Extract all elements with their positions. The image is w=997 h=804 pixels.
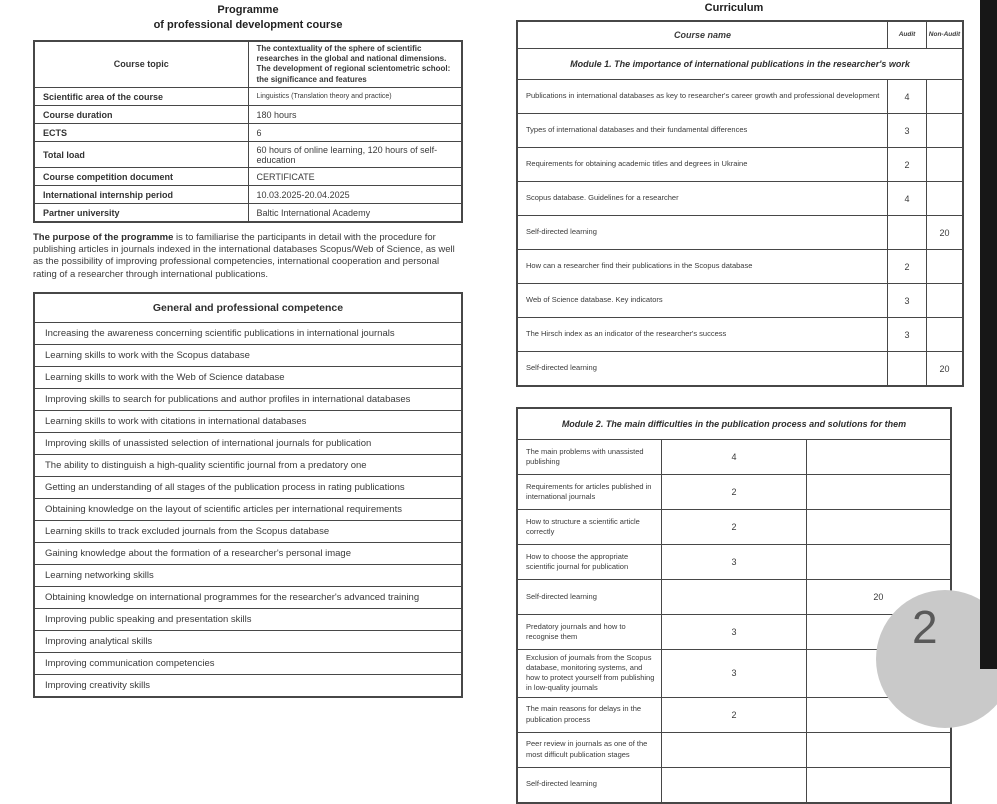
non-audit-cell [806,510,951,545]
non-audit-cell [806,767,951,803]
non-audit-cell [927,284,964,318]
curriculum-row [517,284,963,318]
course-name-cell: Types of international databases and their fundamental differences [517,114,888,148]
curriculum-row [517,216,963,250]
competence-row [34,411,462,433]
course-info-table [33,40,463,223]
competence-item: Getting an understanding of all stages of the publication process in rating publications [34,477,462,499]
competence-row [34,455,462,477]
info-label: ECTS [34,124,248,142]
competence-row [34,609,462,631]
audit-cell [888,216,927,250]
info-row [34,204,462,222]
module2-heading: Module 2. The main difficulties in the publication process and solutions for them [517,408,951,440]
audit-cell: 2 [888,250,927,284]
info-row [34,88,462,106]
audit-cell: 3 [662,545,807,580]
competence-table [33,292,463,698]
purpose-lead: The purpose of the programme [33,231,174,243]
info-label: Total load [34,142,248,168]
competence-item: The ability to distinguish a high-quality scientific journal from a predatory one [34,455,462,477]
non-audit-cell [806,732,951,767]
curriculum-row [517,182,963,216]
column-course-name: Course name [517,21,888,49]
non-audit-cell [927,114,964,148]
non-audit-cell [806,475,951,510]
info-value: 180 hours [248,106,462,124]
audit-cell: 4 [888,182,927,216]
competence-item: Obtaining knowledge on international programmes for the researcher's advanced training [34,587,462,609]
info-value: The contextuality of the sphere of scientific researches in the global and national dimensions. The development of regional scientometric school: the significance and features [248,41,462,88]
curriculum-row [517,580,951,615]
course-name-cell: The Hirsch index as an indicator of the researcher's success [517,318,888,352]
info-row [34,168,462,186]
audit-cell: 3 [888,114,927,148]
competence-body [34,323,462,698]
curriculum-row [517,352,963,387]
info-value: Linguistics (Translation theory and practice) [248,88,462,106]
page-number: 2 [912,601,938,653]
competence-item: Improving skills to search for publications and author profiles in international databases [34,389,462,411]
non-audit-cell: 20 [927,216,964,250]
column-non-audit: Non-Audit [927,21,964,49]
competence-row [34,477,462,499]
competence-row [34,521,462,543]
competence-row [34,499,462,521]
curriculum-row [517,732,951,767]
info-row [34,124,462,142]
course-name-cell: Web of Science database. Key indicators [517,284,888,318]
competence-row [34,433,462,455]
non-audit-cell [806,545,951,580]
programme-title [33,3,463,33]
curriculum-table-module2 [516,407,952,804]
audit-cell [888,352,927,387]
audit-cell: 3 [662,650,807,698]
info-label: Course topic [34,41,248,88]
course-name-cell: The main problems with unassisted publishing [517,440,662,475]
competence-item: Improving communication competencies [34,653,462,675]
competence-row [34,587,462,609]
competence-row [34,675,462,698]
audit-cell: 2 [662,510,807,545]
course-name-cell: Requirements for obtaining academic titles and degrees in Ukraine [517,148,888,182]
curriculum-row [517,510,951,545]
audit-cell: 4 [662,440,807,475]
curriculum-row [517,767,951,803]
competence-row [34,345,462,367]
competence-item: Learning skills to work with the Scopus database [34,345,462,367]
curriculum-title: Curriculum [704,2,764,14]
curriculum-header-row [517,21,963,49]
info-value: 10.03.2025-20.04.2025 [248,186,462,204]
info-value: CERTIFICATE [248,168,462,186]
curriculum-row [517,148,963,182]
course-name-cell: Self-directed learning [517,767,662,803]
non-audit-cell [927,148,964,182]
competence-item: Learning networking skills [34,565,462,587]
competence-row [34,367,462,389]
info-value: 6 [248,124,462,142]
info-row [34,142,462,168]
competence-row [34,631,462,653]
curriculum-row [517,545,951,580]
course-name-cell: The main reasons for delays in the publication process [517,697,662,732]
programme-title-line1: Programme [217,4,279,16]
competence-item: Increasing the awareness concerning scientific publications in international journals [34,323,462,345]
competence-item: Improving public speaking and presentation skills [34,609,462,631]
non-audit-cell: 20 [927,352,964,387]
module2-heading-row [517,408,951,440]
curriculum-row [517,697,951,732]
competence-item: Learning skills to work with citations in international databases [34,411,462,433]
competence-item: Learning skills to track excluded journals from the Scopus database [34,521,462,543]
audit-cell: 2 [662,475,807,510]
course-name-cell: Peer review in journals as one of the most difficult publication stages [517,732,662,767]
competence-row [34,653,462,675]
competence-row [34,323,462,345]
competence-header: General and professional competence [34,293,462,323]
curriculum-row [517,440,951,475]
info-label: Course duration [34,106,248,124]
audit-cell [662,732,807,767]
screen-edge-bar [980,0,997,669]
programme-panel [33,3,463,698]
purpose-rest: is to familiarise the participants in detail with the procedure for publishing articles in journals indexed in the international databases Scopus/Web of Science, as well as the possibility of improving professional competencies, international cooperation and personal rating of a researcher through international publications. [33,231,455,280]
course-name-cell: Self-directed learning [517,580,662,615]
competence-item: Improving skills of unassisted selection of international journals for publication [34,433,462,455]
info-row [34,186,462,204]
audit-cell [662,767,807,803]
curriculum-table-module1 [516,20,964,387]
info-label: International internship period [34,186,248,204]
curriculum-row [517,250,963,284]
info-row [34,41,462,88]
info-label: Course competition document [34,168,248,186]
curriculum-row [517,114,963,148]
course-name-cell: Requirements for articles published in international journals [517,475,662,510]
module1-body [517,80,963,387]
non-audit-cell: 20 [806,580,951,615]
curriculum-row [517,80,963,114]
competence-item: Improving analytical skills [34,631,462,653]
course-name-cell: Scopus database. Guidelines for a researcher [517,182,888,216]
info-value: Baltic International Academy [248,204,462,222]
competence-row [34,565,462,587]
course-name-cell: How to choose the appropriate scientific journal for publication [517,545,662,580]
competence-row [34,543,462,565]
non-audit-cell [927,182,964,216]
info-value: 60 hours of online learning, 120 hours of self-education [248,142,462,168]
course-info-body [34,41,462,222]
competence-item: Learning skills to work with the Web of Science database [34,367,462,389]
course-name-cell: Exclusion of journals from the Scopus database, monitoring systems, and how to protect yourself from publishing in low-quality journals [517,650,662,698]
info-label: Partner university [34,204,248,222]
module1-heading: Module 1. The importance of international publications in the researcher's work [517,49,963,80]
course-name-cell: How can a researcher find their publications in the Scopus database [517,250,888,284]
course-name-cell: How to structure a scientific article correctly [517,510,662,545]
course-name-cell: Self-directed learning [517,352,888,387]
non-audit-cell [927,250,964,284]
programme-title-line2: of professional development course [153,18,343,31]
competence-item: Improving creativity skills [34,675,462,698]
audit-cell: 3 [662,615,807,650]
module1-heading-row [517,49,963,80]
competence-header-row [34,293,462,323]
non-audit-cell [927,318,964,352]
curriculum-row [517,318,963,352]
column-audit: Audit [888,21,927,49]
audit-cell [662,580,807,615]
audit-cell: 2 [888,148,927,182]
course-name-cell: Self-directed learning [517,216,888,250]
audit-cell: 3 [888,318,927,352]
audit-cell: 3 [888,284,927,318]
info-row [34,106,462,124]
non-audit-cell [927,80,964,114]
competence-item: Obtaining knowledge on the layout of scientific articles per international requirements [34,499,462,521]
audit-cell: 4 [888,80,927,114]
course-name-cell: Publications in international databases as key to researcher's career growth and professional development [517,80,888,114]
competence-item: Gaining knowledge about the formation of a researcher's personal image [34,543,462,565]
course-name-cell: Predatory journals and how to recognise them [517,615,662,650]
competence-row [34,389,462,411]
non-audit-cell [806,440,951,475]
audit-cell: 2 [662,697,807,732]
info-label: Scientific area of the course [34,88,248,106]
curriculum-row [517,475,951,510]
purpose-paragraph [33,232,463,281]
